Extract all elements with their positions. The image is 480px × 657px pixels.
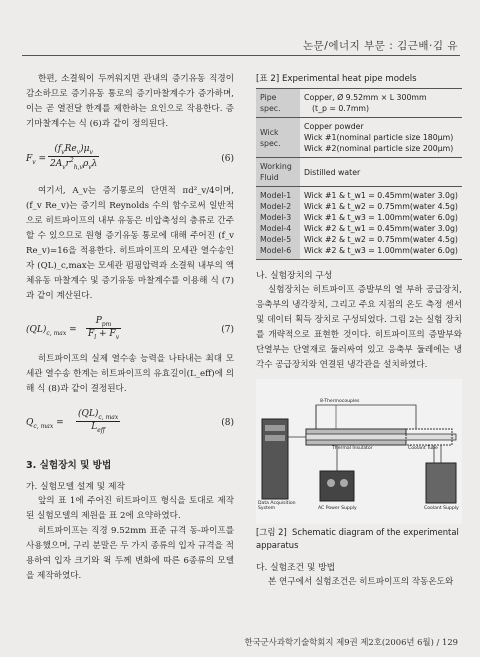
subsection-heading-3: 다. 실험조건 및 방법 — [256, 563, 336, 573]
label-daq: Data Acquisition System — [258, 501, 296, 511]
paragraph-5: 히트파이프는 직경 9.52mm 표준 규격 동-파이프를 사용했으며, 구리 분말은 두 가지 종류의 입자 규격을 적용하여 입자 크기와 윅 두께 변화에 따른 6종류의 모델을 제작하였다. — [26, 526, 234, 581]
eq8-fraction: $(QL)_{c, max}$ $L_{eff}$ — [78, 409, 119, 434]
paragraph-1: 한편, 소결웍이 두꺼워지면 관내의 증기유동 직경이 감소하므로 증기유동 통로의 증기마찰계수가 증가하며, 이는 곧 열전달 한계를 제한하는 요인으로 작용한다. 증기마찰계수는 식 (6)과 같이 정의된다. — [26, 74, 234, 129]
footer: 한국군사과학기술학회지 제9권 제2호(2006년 6월) / 129 — [244, 637, 458, 647]
table-row — [256, 158, 462, 187]
model-descriptions: Wick #1 & t_w1 = 0.45mm(water 3.0g) Wick #1 & t_w2 = 0.75mm(water 4.5g) Wick #1 & t_w3 = 1.00mm(water 6.0g) Wick #2 & t_w1 = 0.45mm(water 3.0g) Wick #2 & t_w2 = 0.75mm(water 4.5g) Wick #2 & t_w3 = 1.00mm(water 6.0g) — [300, 187, 462, 260]
row-value: Distilled water — [300, 158, 462, 187]
equation-6 — [26, 140, 234, 184]
table-row — [256, 89, 462, 118]
row-value: Copper, Ø 9.52mm × L 300mm (t_p = 0.7mm) — [300, 89, 462, 118]
power-supply — [320, 471, 354, 501]
table-caption: [표 2] Experimental heat pipe models — [256, 74, 417, 84]
eq6-lhs: $F_v$ = — [26, 154, 47, 166]
eq6-fraction: $(f_vRe_v)\mu_v$ $2A_vr^2_{h,v}\rho_v\lambda$ — [50, 144, 98, 171]
models-table — [256, 88, 462, 260]
right-column — [256, 72, 462, 590]
equation-7 — [26, 312, 234, 352]
left-column — [26, 72, 234, 584]
apparatus-figure — [256, 379, 462, 524]
coolant-supply — [426, 463, 456, 503]
eq7-number: (7) — [221, 325, 234, 335]
label-thermocouples: 8-Thermocouples — [320, 399, 360, 404]
eq7-fraction: $P_{pm}$ $F_l + F_v$ — [88, 316, 120, 341]
paragraph-3: 히트파이프의 실제 열수송 능력을 나타내는 최대 모세관 열수송 한계는 히트파이프의 유효길이(L_eff)에 의해 식 (8)과 같이 결정된다. — [26, 354, 234, 394]
equation-8 — [26, 405, 234, 445]
heat-pipe — [306, 434, 456, 440]
row-head: Pipe spec. — [256, 89, 300, 118]
header-rule — [22, 55, 460, 56]
label-insulator: Thermal Insulator — [332, 446, 373, 451]
label-coolant-tube: Coolant Tube — [408, 446, 438, 451]
subsection-heading-1: 가. 실험모델 설계 및 제작 — [26, 482, 125, 492]
paragraph-6: 실험장치는 히트파이프 증발부의 열 부하 공급장치, 응축부의 냉각장치, 그리고 주요 지점의 온도 측정 센서 및 데이터 획득 장치로 구성되었다. 그림 2는 실험 장치를 개략적으로 표현한 것이다. 히트파이프의 증발부와 단열부는 단열재로 둘러싸여 있고 응축부 둘레에는 냉각수 공급장치와 연결된 냉각관을 설치하였다. — [256, 285, 462, 370]
figure-caption-tag: [그림 2] — [256, 527, 287, 537]
figure-caption — [256, 526, 462, 552]
section-heading: 3. 실험장치 및 방법 — [26, 460, 112, 471]
running-header: 논문/에너지 부문 : 김근배·김 유 — [303, 40, 458, 52]
eq6-number: (6) — [221, 154, 234, 164]
row-head: Wick spec. — [256, 118, 300, 158]
figure-caption-text: Schematic diagram of the experimental apparatus — [256, 527, 459, 550]
subsection-heading-2: 나. 실험장치의 구성 — [256, 271, 333, 281]
paragraph-2: 여기서, A_v는 증기통로의 단면적 πd²_v/4이며, (f_v Re_v)는 증기의 Reynolds 수의 함수로써 일반적으로 히트파이프의 내부 유동은 비압축성의 층류로 간주할 수 있으므로 원형 증기유동 통로에 대해 주어진 (f_v Re_v)=16을 적용한다. 히트파이프의 모세관 열수송인자 (QL)_c,max는 모세관 펌핑압력과 소결웍 내부의 액체유동 마찰계수 및 증기유동 마찰계수를 이용해 식 (7)과 같이 계산된다. — [26, 186, 234, 301]
table-row — [256, 118, 462, 158]
label-coolant-supply: Coolant Supply — [424, 506, 459, 511]
paragraph-4: 앞의 표 1에 주어진 히트파이프 형식을 토대로 제작된 실험모델의 제원을 표 2에 요약하였다. — [26, 496, 234, 521]
table-row — [256, 187, 462, 260]
row-value: Copper powder Wick #1(nominal particle size 180μm) Wick #2(nominal particle size 200μm) — [300, 118, 462, 158]
row-head: Working Fluid — [256, 158, 300, 187]
eq7-lhs: $(QL)_{c, max}$ = — [26, 325, 77, 337]
model-names: Model-1 Model-2 Model-3 Model-4 Model-5 Model-6 — [256, 187, 300, 260]
label-power-supply: AC Power Supply — [318, 506, 357, 511]
paragraph-7: 본 연구에서 실험조건은 히트파이프의 작동온도와 — [268, 577, 454, 587]
eq8-lhs: $Q_{c, max}$ = — [26, 418, 64, 430]
eq8-number: (8) — [221, 418, 234, 428]
